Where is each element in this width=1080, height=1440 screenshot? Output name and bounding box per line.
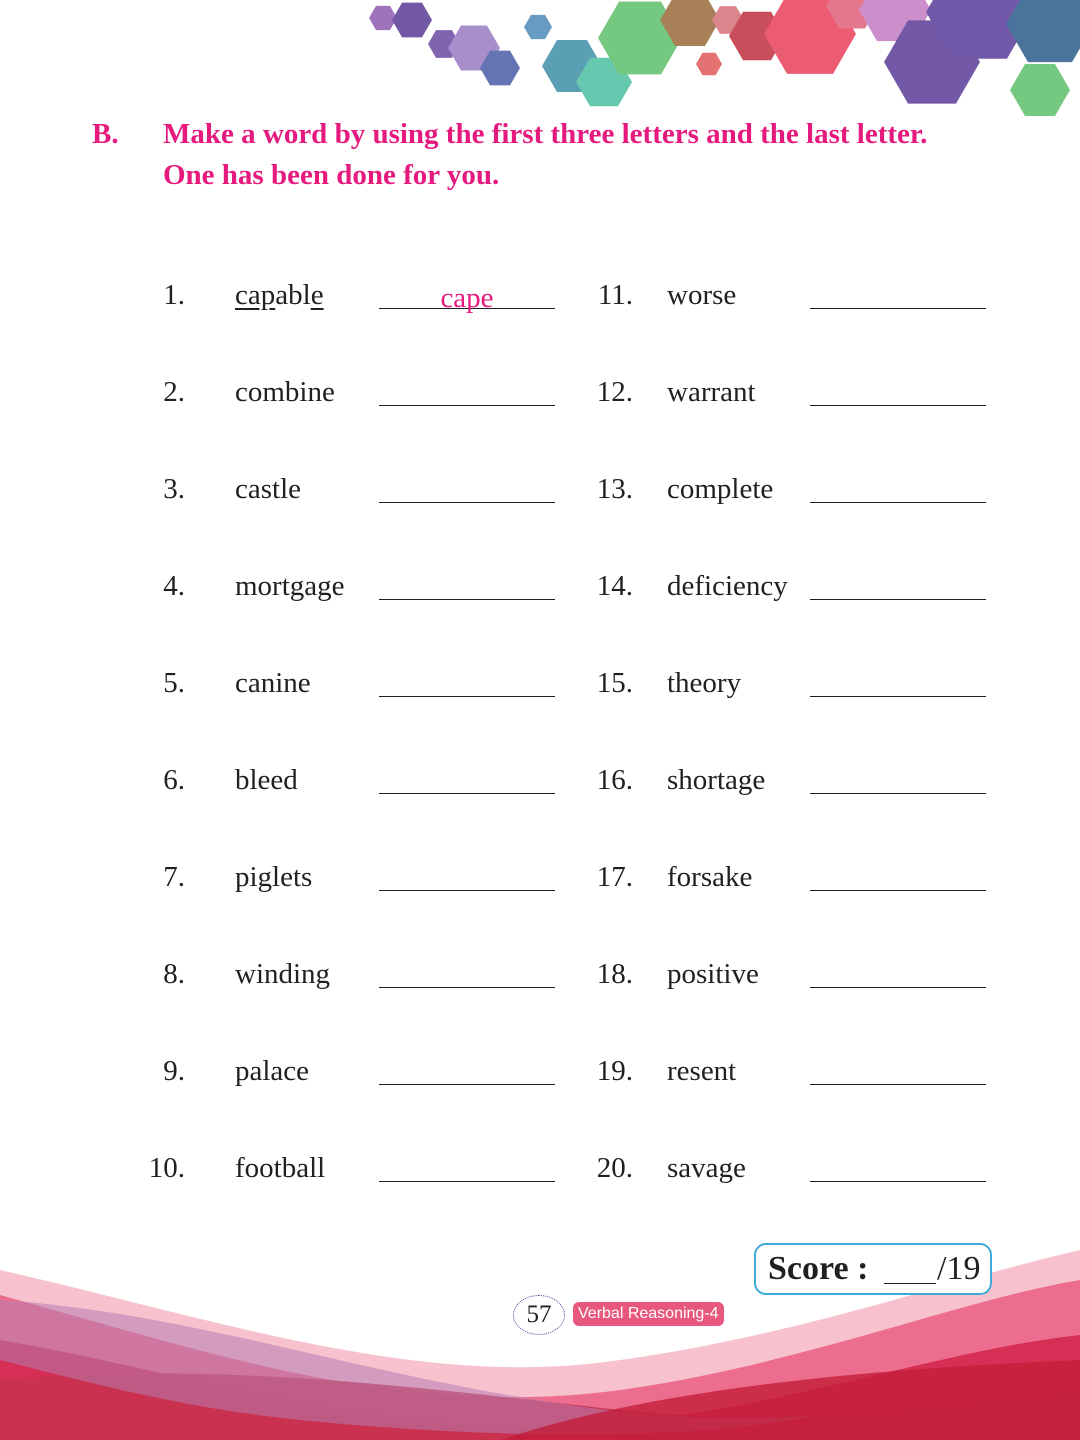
item-number: 2.	[163, 376, 185, 408]
item-number: 10.	[148, 1152, 185, 1184]
item-number: 20.	[596, 1152, 633, 1184]
item-number: 11.	[597, 279, 633, 311]
word-last-letter: e	[310, 279, 324, 311]
exercise-item	[163, 566, 555, 606]
item-word: worse	[667, 279, 737, 311]
item-word: bleed	[235, 764, 298, 796]
item-number: 8.	[163, 958, 185, 990]
item-number: 17.	[596, 861, 633, 893]
item-word: complete	[667, 473, 774, 505]
item-number: 14.	[596, 570, 633, 602]
item-number: 3.	[163, 473, 185, 505]
item-number: 7.	[163, 861, 185, 893]
exercise-item	[596, 372, 986, 412]
item-word: forsake	[667, 861, 753, 893]
exercise-item	[596, 1148, 986, 1188]
exercise-item	[596, 857, 986, 897]
answer-blank[interactable]	[379, 599, 555, 600]
book-title-tag: Verbal Reasoning-4	[573, 1302, 724, 1326]
exercise-item	[148, 1148, 555, 1188]
item-number: 18.	[596, 958, 633, 990]
exercise-item	[163, 663, 555, 703]
instruction-line-1: Make a word by using the first three letters and the last letter.	[163, 118, 928, 150]
item-word: palace	[235, 1055, 310, 1087]
exercise-item	[596, 1051, 986, 1091]
exercise-item	[596, 469, 986, 509]
item-word: winding	[235, 958, 331, 990]
item-number: 9.	[163, 1055, 185, 1087]
score-label: Score :	[768, 1250, 869, 1287]
answer-blank[interactable]	[810, 793, 986, 794]
example-answer: cape	[440, 282, 494, 314]
item-number: 19.	[596, 1055, 633, 1087]
exercise-item	[163, 760, 555, 800]
item-word: football	[235, 1152, 326, 1184]
section-letter: B.	[92, 118, 119, 150]
item-word: theory	[667, 667, 742, 699]
item-number: 6.	[163, 764, 185, 796]
exercise-item	[163, 372, 555, 412]
score-blank[interactable]	[884, 1283, 936, 1284]
answer-blank[interactable]	[810, 308, 986, 309]
item-number: 15.	[596, 667, 633, 699]
item-word: piglets	[235, 861, 313, 893]
word-middle-letters: abl	[275, 279, 311, 311]
answer-blank[interactable]	[379, 696, 555, 697]
exercise-item	[596, 566, 986, 606]
item-word: savage	[667, 1152, 746, 1184]
item-number: 1.	[163, 279, 185, 311]
exercise-item	[163, 275, 555, 315]
item-word: deficiency	[667, 570, 788, 602]
answer-blank[interactable]	[379, 1181, 555, 1182]
answer-blank[interactable]	[810, 890, 986, 891]
answer-blank[interactable]	[810, 1084, 986, 1085]
item-word	[235, 275, 324, 315]
item-word: resent	[667, 1055, 737, 1087]
answer-blank[interactable]	[810, 1181, 986, 1182]
item-word: mortgage	[235, 570, 345, 602]
instruction-line-2: One has been done for you.	[163, 159, 500, 191]
item-number: 13.	[596, 473, 633, 505]
item-word: warrant	[667, 376, 756, 408]
answer-blank[interactable]	[810, 987, 986, 988]
answer-blank[interactable]	[379, 405, 555, 406]
answer-blank[interactable]	[810, 599, 986, 600]
answer-blank[interactable]	[810, 502, 986, 503]
exercise-item	[163, 954, 555, 994]
item-number: 5.	[163, 667, 185, 699]
answer-blank[interactable]	[379, 502, 555, 503]
item-number: 4.	[163, 570, 185, 602]
score-total: /19	[937, 1250, 981, 1287]
hexagon-decoration	[0, 0, 1080, 130]
answer-blank[interactable]	[379, 1084, 555, 1085]
item-word: canine	[235, 667, 311, 699]
item-word: combine	[235, 376, 335, 408]
page-number: 57	[513, 1295, 565, 1335]
exercise-item	[596, 954, 986, 994]
exercise-item	[597, 275, 986, 315]
item-number: 16.	[596, 764, 633, 796]
exercise-item	[163, 469, 555, 509]
exercise-item	[596, 760, 986, 800]
answer-blank[interactable]	[810, 696, 986, 697]
word-first-letters: cap	[235, 279, 276, 311]
item-number: 12.	[596, 376, 633, 408]
item-word: shortage	[667, 764, 766, 796]
answer-blank[interactable]	[810, 405, 986, 406]
answer-blank[interactable]	[379, 890, 555, 891]
exercise-item	[596, 663, 986, 703]
score-box	[754, 1243, 992, 1295]
exercise-item	[163, 1051, 555, 1091]
item-word: castle	[235, 473, 302, 505]
answer-blank[interactable]	[379, 987, 555, 988]
item-word: positive	[667, 958, 759, 990]
instruction-text	[163, 114, 1023, 196]
exercise-item	[163, 857, 555, 897]
answer-blank[interactable]	[379, 793, 555, 794]
